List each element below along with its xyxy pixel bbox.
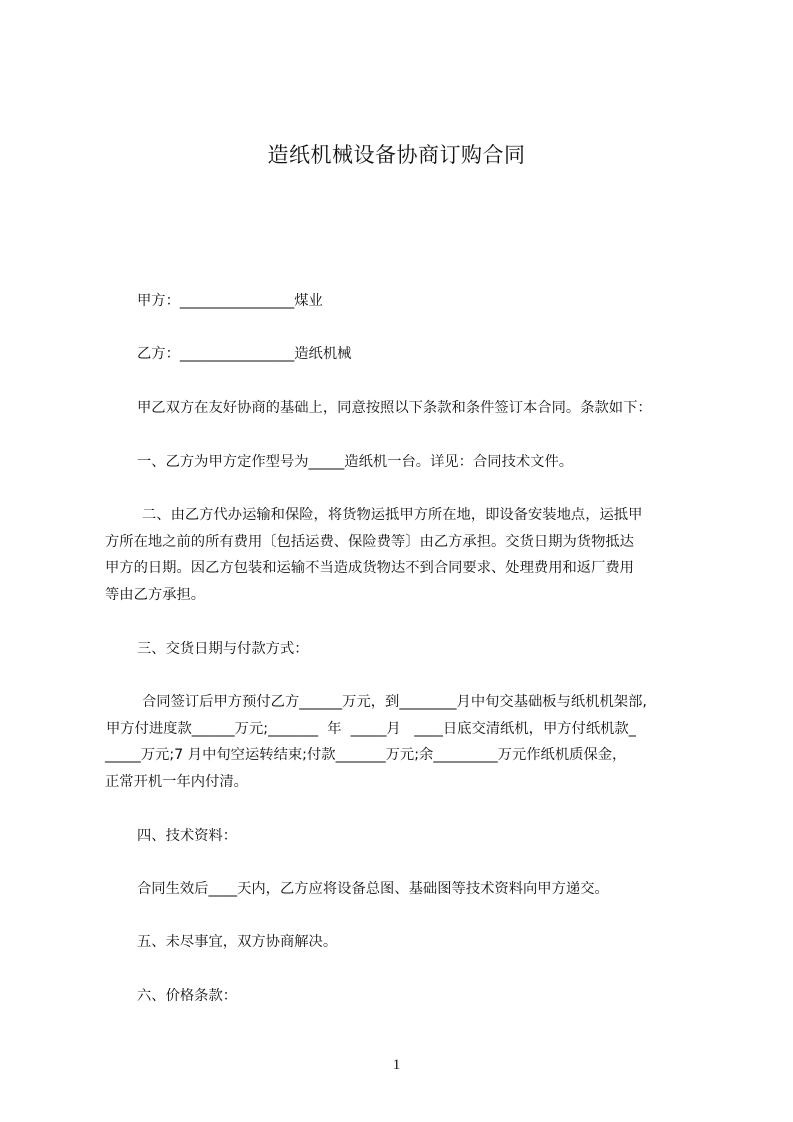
- clause-2-line-2: 方所在地之前的所有费用〔包括运费、保险费等〕由乙方承担。交货日期为货物抵达: [105, 534, 634, 550]
- clause-3-line-3: _____万元;7 月中旬空运转结束;付款_______万元;余_________万元作纸机质保金，: [105, 747, 627, 763]
- clause-6-heading: 六、价格条款：: [137, 988, 238, 1004]
- intro-paragraph: 甲乙双方在友好协商的基础上，同意按照以下条款和条件签订本合同。条款如下：: [137, 400, 652, 416]
- party-b-line: 乙方：________________造纸机械: [137, 346, 352, 362]
- clause-2-line-1: 二、由乙方代办运输和保险，将货物运抵甲方所在地，即设备安装地点，运抵甲: [142, 507, 643, 523]
- clause-2-line-3: 甲方的日期。因乙方包装和运输不当造成货物达不到合同要求、处理费用和返厂费用: [105, 560, 634, 576]
- clause-1: 一、乙方为甲方定作型号为_____造纸机一台。详见：合同技术文件。: [137, 454, 574, 470]
- party-a-line: 甲方：________________煤业: [137, 293, 323, 309]
- clause-3-line-1: 合同签订后甲方预付乙方______万元，到________月中旬交基础板与纸机机架部,: [142, 694, 647, 710]
- page-number: 1: [392, 1057, 401, 1073]
- clause-5: 五、未尽事宜，双方协商解决。: [137, 934, 338, 950]
- document-title: 造纸机械设备协商订购合同: [267, 143, 526, 167]
- clause-3-line-4: 正常开机一年内付清。: [105, 774, 248, 790]
- clause-2-line-4: 等由乙方承担。: [105, 587, 206, 603]
- clause-4-body: 合同生效后____天内，乙方应将设备总图、基础图等技术资料向甲方递交。: [137, 881, 609, 897]
- clause-4-heading: 四、技术资料：: [137, 828, 238, 844]
- clause-3-heading: 三、交货日期与付款方式：: [137, 641, 309, 657]
- clause-3-line-2: 甲方付进度款______万元;_______ 年 _____月 ____日底交清纸机，甲方付纸机款_: [106, 721, 636, 737]
